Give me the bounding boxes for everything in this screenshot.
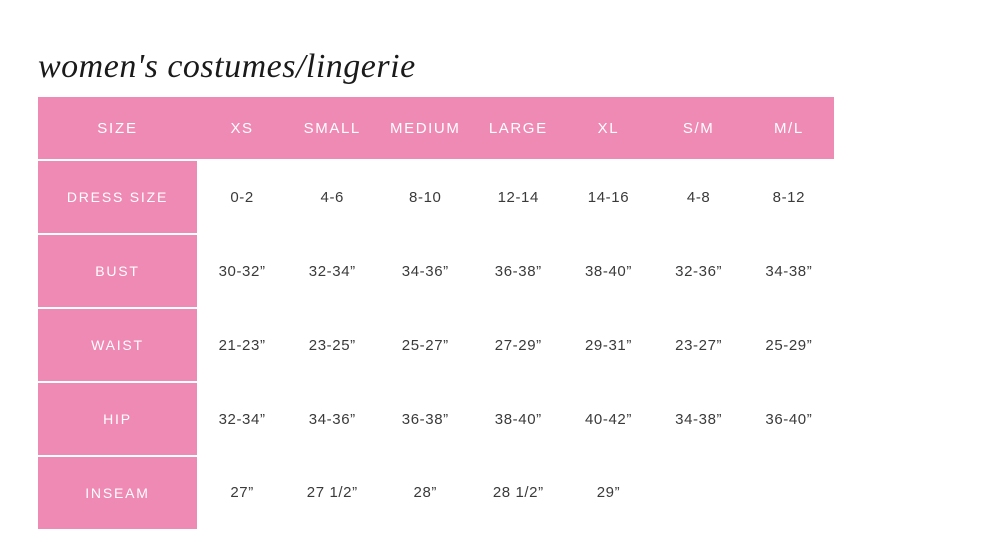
column-header-ml: M/L <box>744 97 834 159</box>
cell-hip-large: 38-40” <box>473 382 563 456</box>
column-header-xl: XL <box>563 97 653 159</box>
cell-hip-sm: 34-38” <box>654 382 744 456</box>
cell-bust-ml: 34-38” <box>744 234 834 308</box>
cell-dress-size-xl: 14-16 <box>563 161 653 234</box>
cell-dress-size-xs: 0-2 <box>197 161 287 234</box>
page-title: women's costumes/lingerie <box>38 48 416 85</box>
table-row <box>38 456 834 529</box>
cell-hip-medium: 36-38” <box>377 382 473 456</box>
cell-bust-small: 32-34” <box>287 234 377 308</box>
row-label-dress-size: DRESS SIZE <box>38 161 197 234</box>
table-header-row <box>38 97 834 159</box>
cell-waist-large: 27-29” <box>473 308 563 382</box>
cell-waist-xl: 29-31” <box>563 308 653 382</box>
cell-inseam-xs: 27” <box>197 456 287 529</box>
table-row <box>38 234 834 308</box>
column-header-large: LARGE <box>473 97 563 159</box>
cell-bust-xl: 38-40” <box>563 234 653 308</box>
cell-inseam-ml <box>744 456 834 529</box>
cell-dress-size-ml: 8-12 <box>744 161 834 234</box>
row-label-bust: BUST <box>38 234 197 308</box>
cell-waist-medium: 25-27” <box>377 308 473 382</box>
column-header-small: SMALL <box>287 97 377 159</box>
cell-waist-sm: 23-27” <box>654 308 744 382</box>
cell-bust-medium: 34-36” <box>377 234 473 308</box>
column-header-medium: MEDIUM <box>377 97 473 159</box>
row-label-waist: WAIST <box>38 308 197 382</box>
table-row <box>38 308 834 382</box>
cell-waist-small: 23-25” <box>287 308 377 382</box>
cell-dress-size-small: 4-6 <box>287 161 377 234</box>
cell-dress-size-sm: 4-8 <box>654 161 744 234</box>
cell-inseam-medium: 28” <box>377 456 473 529</box>
cell-bust-sm: 32-36” <box>654 234 744 308</box>
column-header-size: SIZE <box>38 97 197 159</box>
cell-inseam-xl: 29” <box>563 456 653 529</box>
cell-waist-ml: 25-29” <box>744 308 834 382</box>
cell-hip-ml: 36-40” <box>744 382 834 456</box>
cell-dress-size-large: 12-14 <box>473 161 563 234</box>
cell-hip-small: 34-36” <box>287 382 377 456</box>
cell-bust-xs: 30-32” <box>197 234 287 308</box>
table-row <box>38 382 834 456</box>
cell-hip-xs: 32-34” <box>197 382 287 456</box>
cell-bust-large: 36-38” <box>473 234 563 308</box>
cell-inseam-small: 27 1/2” <box>287 456 377 529</box>
cell-hip-xl: 40-42” <box>563 382 653 456</box>
row-label-hip: HIP <box>38 382 197 456</box>
column-header-xs: XS <box>197 97 287 159</box>
cell-inseam-large: 28 1/2” <box>473 456 563 529</box>
cell-inseam-sm <box>654 456 744 529</box>
cell-waist-xs: 21-23” <box>197 308 287 382</box>
column-header-sm: S/M <box>654 97 744 159</box>
size-chart-table <box>38 97 834 530</box>
table-row <box>38 161 834 234</box>
cell-dress-size-medium: 8-10 <box>377 161 473 234</box>
row-label-inseam: INSEAM <box>38 456 197 529</box>
